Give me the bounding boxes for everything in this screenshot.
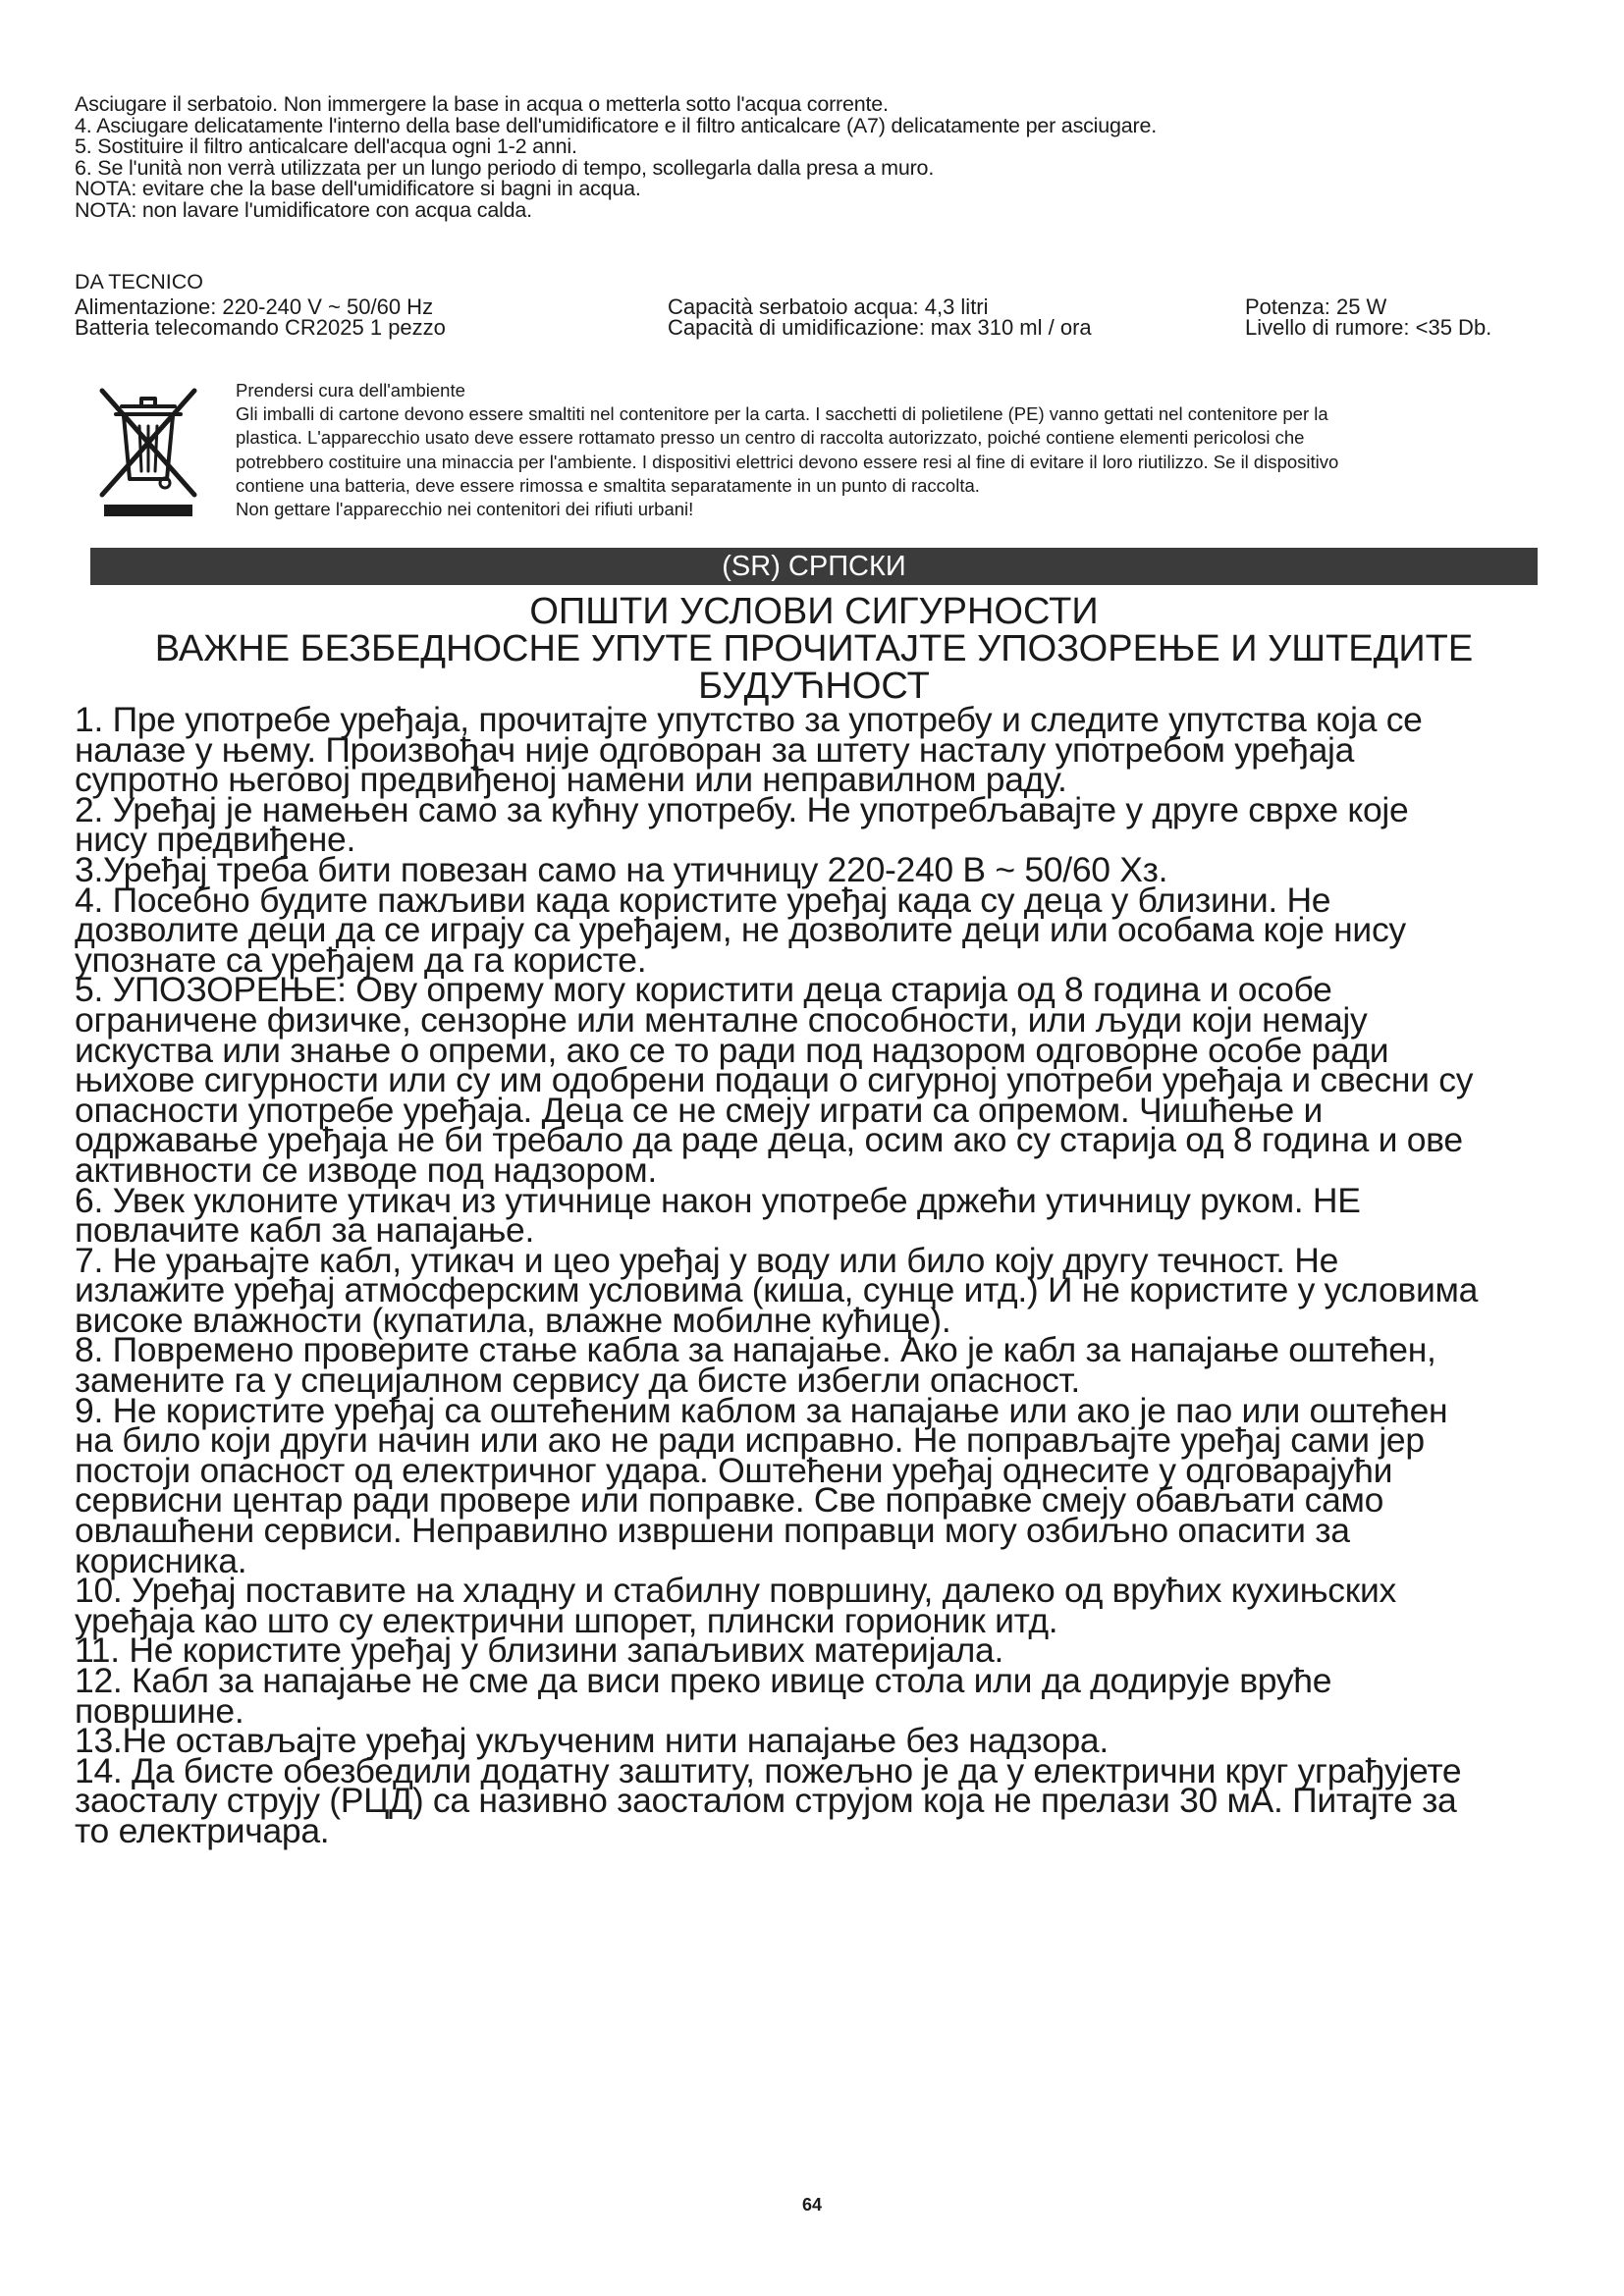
environment-line: Non gettare l'apparecchio nei contenitori dei rifiuti urbani! [236,499,694,520]
instruction-line: опасности употребе уређаја. Деца се не смеју играти са опремом. Чишћење и [75,1090,1324,1130]
italian-line: Asciugare il serbatoio. Non immergere la base in acqua o metterla sotto l'acqua corrente. [75,92,889,116]
instruction-line: повлачите кабл за напајање. [75,1210,535,1251]
technical-value: Alimentazione: 220-240 V ~ 50/60 Hz [75,294,434,319]
instruction-line: овлашћени сервиси. Неправилно извршени поправци могу озбиљно опасити за [75,1511,1350,1551]
italian-line: 4. Asciugare delicatamente l'interno della base dell'umidificatore e il filtro anticalcare (A7) delicatamente per asciugare. [75,113,1158,137]
instruction-line: 10. Уређај поставите на хладну и стабилну површину, далеко од врућих кухињских [75,1571,1396,1611]
instruction-line: излажите уређај атмосферским условима (киша, сунце итд.) И не користите у условима [75,1270,1479,1310]
instruction-line: 2. Уређај је намењен само за кућну употребу. Не употребљавајте у друге сврхе које [75,789,1409,829]
instruction-line: високе влажности (купатила, влажне мобилне кућице). [75,1300,951,1340]
safety-subheading-continued: БУДУЋНОСТ [698,666,930,707]
italian-line: 6. Se l'unità non verrà utilizzata per un lungo periodo di tempo, scollegarla dalla presa a muro. [75,155,935,180]
environment-line: plastica. L'apparecchio usato deve essere rottamato presso un centro di raccolta autorizzato, poiché contiene elementi pericolosi che [236,427,1305,449]
instruction-line: налазе у њему. Произвођач није одговоран за штету насталу употребом уређаја [75,729,1355,770]
instruction-line: 14. Да бисте обезбедили додатну заштиту, пожељно је да у електрични круг уграђујете [75,1750,1462,1790]
italian-line: NOTA: non lavare l'umidificatore con acqua calda. [75,197,532,222]
italian-line: 5. Sostituire il filtro anticalcare dell'acqua ogni 1-2 anni. [75,134,577,158]
technical-column-power [75,296,446,338]
instruction-line: заосталу струју (РЦД) са називно заосталом струјом која не прелази 30 мА. Питајте за [75,1781,1457,1821]
instruction-line: одржавање уређаја не би требало да раде деца, осим ако су старија од 8 година и ове [75,1120,1463,1160]
instruction-line: њихове сигурности или су им одобрени подаци о сигурној употреби уређаја и свесни су [75,1060,1474,1100]
instruction-line: на било који други начин или ако не ради исправно. Не поправљајте уређај сами јер [75,1420,1425,1461]
technical-value: Capacità di umidificazione: max 310 ml / ora [668,315,1092,340]
technical-column-wattage [1245,296,1491,338]
safety-instructions [75,700,1547,1850]
instruction-line: упознате са уређајем да га користе. [75,939,647,980]
instruction-line: 4. Посебно будите пажљиви када користите уређај када су деца у близини. Не [75,880,1331,920]
instruction-line: 8. Повремено проверите стање кабла за напајање. Ако је кабл за напајање оштећен, [75,1330,1436,1370]
page-number: 64 [801,2195,823,2215]
technical-value: Batteria telecomando CR2025 1 pezzo [75,315,446,340]
instruction-line: дозволите деци да се играју са уређајем, не дозволите деци или особама које нису [75,910,1406,950]
technical-value: Potenza: 25 W [1245,294,1387,319]
technical-column-capacity [668,296,1092,338]
instruction-line: замените га у специјалном сервису да бисте избегли опасност. [75,1361,1080,1401]
instruction-line: 9. Не користите уређај са оштећеним каблом за напајање или ако је пао или оштећен [75,1390,1448,1430]
instruction-line: 11. Не користите уређај у близини запаљивих материјала. [75,1630,1004,1671]
instruction-line: нису предвиђене. [75,820,356,860]
instruction-line: 6. Увек уклоните утикач из утичнице након употребе држећи утичницу руком. НЕ [75,1180,1361,1220]
instruction-line: корисника. [75,1540,247,1580]
crossed-out-wheelie-bin-icon [94,385,202,518]
language-section-header: (SR) СРПСКИ [90,548,1538,585]
safety-subheading: ВАЖНЕ БЕЗБЕДНОСНЕ УПУТЕ ПРОЧИТАЈТЕ УПОЗОРЕЊЕ И УШТЕДИТЕ [154,628,1474,669]
instruction-line: то електричара. [75,1810,330,1850]
technical-data-title: DA TECNICO [75,270,204,294]
environment-line: contiene una batteria, deve essere rimossa e smaltita separatamente in un punto di raccolta. [236,474,980,496]
environment-notice [236,379,1532,521]
instruction-line: 13.Не остављајте уређај укљученим нити напајање без надзора. [75,1721,1109,1761]
instruction-line: 3.Уређај треба бити повезан само на утичницу 220-240 В ~ 50/60 Хз. [75,849,1168,889]
technical-value: Capacità serbatoio acqua: 4,3 litri [668,294,989,319]
instruction-line: ограничене физичке, сензорне или менталне способности, или људи који немају [75,999,1368,1040]
instruction-line: сервисни центар ради провере или поправке. Све поправке смеју обављати само [75,1480,1384,1521]
safety-heading: ОПШТИ УСЛОВИ СИГУРНОСТИ [529,591,1099,632]
environment-line: Gli imballi di cartone devono essere smaltiti nel contenitore per la carta. I sacchetti di polietilene (PE) vanno gettati nel contenitore per la [236,403,1328,425]
italian-line: NOTA: evitare che la base dell'umidificatore si bagni in acqua. [75,177,641,200]
italian-cleaning-instructions [75,94,1547,221]
instruction-line: површине. [75,1690,244,1731]
technical-value: Livello di rumore: <35 Db. [1245,315,1492,340]
instruction-line: супротно његовој предвиђеној намени или неправилном раду. [75,760,1067,800]
environment-title: Prendersi cura dell'ambiente [236,380,465,400]
instruction-line: искуства или знање о опреми, ако се то ради под надзором одговорне особе ради [75,1030,1389,1070]
instruction-line: активности се изводе под надзором. [75,1149,657,1190]
instruction-line: 5. УПОЗОРЕЊЕ: Ову опрему могу користити деца старија од 8 година и особе [75,970,1332,1010]
instruction-line: 12. Кабл за напајање не сме да виси преко ивице стола или да додирује вруће [75,1661,1332,1700]
instruction-line: уређаја као што су електрични шпорет, плински горионик итд. [75,1600,1058,1640]
instruction-line: 7. Не урањајте кабл, утикач и цео уређај у воду или било коју другу течност. Не [75,1240,1339,1280]
instruction-line: постоји опасност од електричног удара. Оштећени уређај однесите у одговарајући [75,1450,1393,1490]
environment-line: potrebbero costituire una minaccia per l'ambiente. I dispositivi elettrici devono essere resi al fine di evitare il loro riutilizzo. Se il dispositivo [236,451,1339,472]
instruction-line: 1. Пре употребе уређаја, прочитајте упутство за употребу и следите упутства која се [75,700,1423,739]
